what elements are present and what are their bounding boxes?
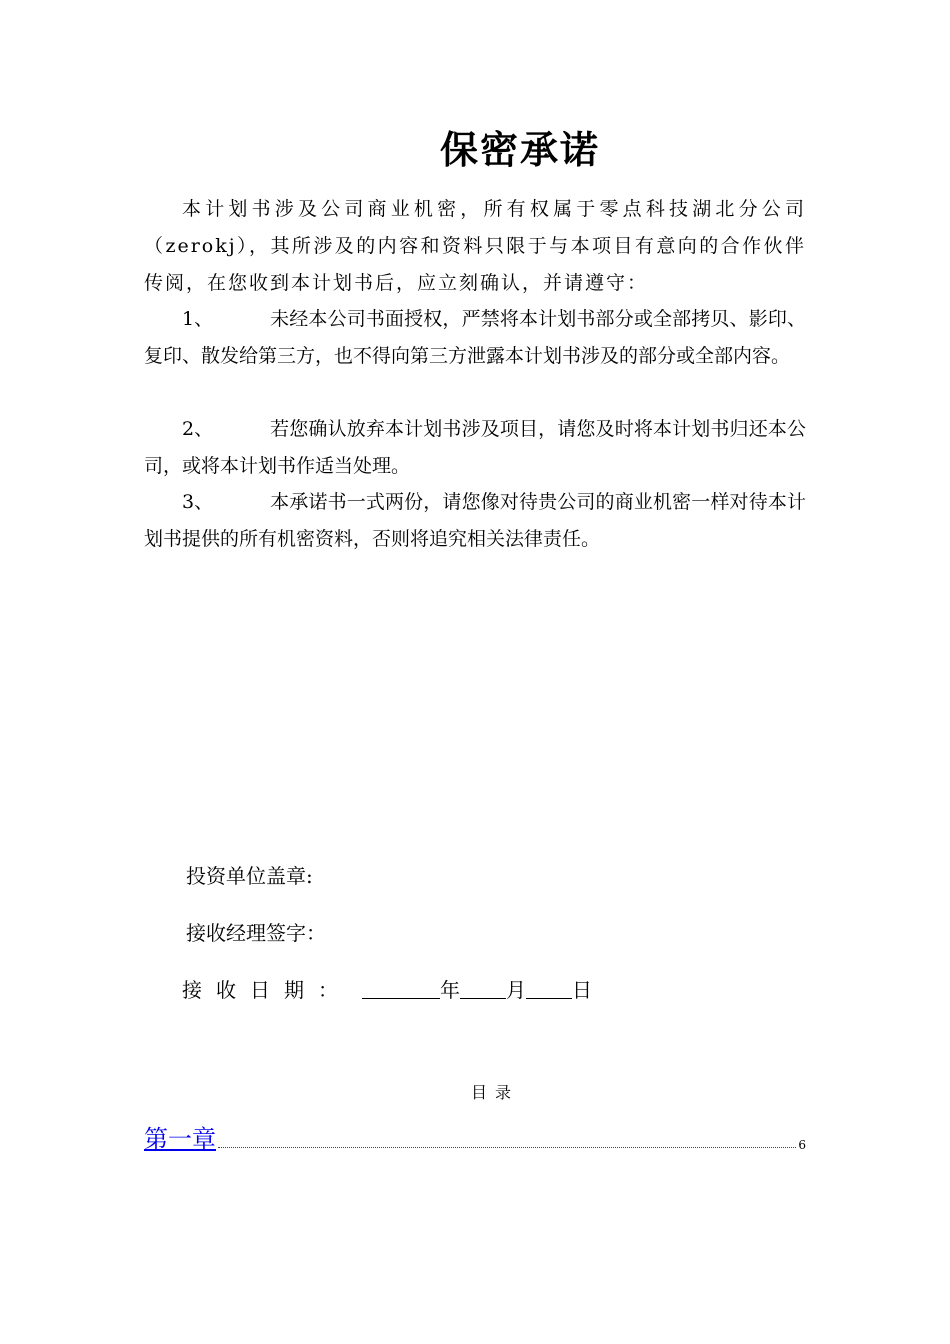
item-1-number: 1、 [182, 308, 214, 330]
page-title: 保密承诺 [439, 128, 600, 172]
item-3 [144, 484, 806, 558]
manager-sign-line [186, 918, 326, 948]
intro-text: 本计划书涉及公司商业机密，所有权属于零点科技湖北分公司（zerokj），其所涉及的内容和资料只限于与本项目有意向的合作伙伴传阅，在您收到本计划书后，应立刻确认，并请遵守： [144, 198, 806, 294]
date-line [182, 975, 592, 1005]
item-1-text: 未经本公司书面授权，严禁将本计划书部分或全部拷贝、影印、复印、散发给第三方，也不得向第三方泄露本计划书涉及的部分或全部内容。 [144, 308, 806, 367]
item-2 [144, 411, 806, 485]
item-2-number: 2、 [182, 418, 214, 440]
month-label: 月 [506, 978, 526, 1002]
month-blank [460, 978, 506, 999]
stamp-line [186, 861, 313, 891]
day-label: 日 [572, 978, 592, 1002]
toc-heading: 目录 [470, 1083, 519, 1102]
intro-paragraph [144, 191, 806, 302]
day-blank [526, 978, 572, 999]
item-1 [144, 301, 806, 375]
year-label: 年 [440, 978, 460, 1002]
toc-entry [144, 1122, 806, 1154]
manager-label: 接收经理签字： [186, 921, 326, 945]
date-label: 接收日期： [182, 978, 352, 1002]
item-3-number: 3、 [182, 491, 214, 513]
item-3-text: 本承诺书一式两份，请您像对待贵公司的商业机密一样对待本计划书提供的所有机密资料，否则将追究相关法律责任。 [144, 491, 806, 550]
year-blank [362, 978, 440, 999]
toc-leader-dots [218, 1147, 796, 1148]
item-2-text: 若您确认放弃本计划书涉及项目，请您及时将本计划书归还本公司，或将本计划书作适当处理。 [144, 418, 806, 477]
stamp-label: 投资单位盖章: [186, 864, 313, 888]
toc-page-number: 6 [798, 1138, 806, 1152]
toc-link-chapter-1[interactable]: 第一章 [144, 1125, 216, 1153]
